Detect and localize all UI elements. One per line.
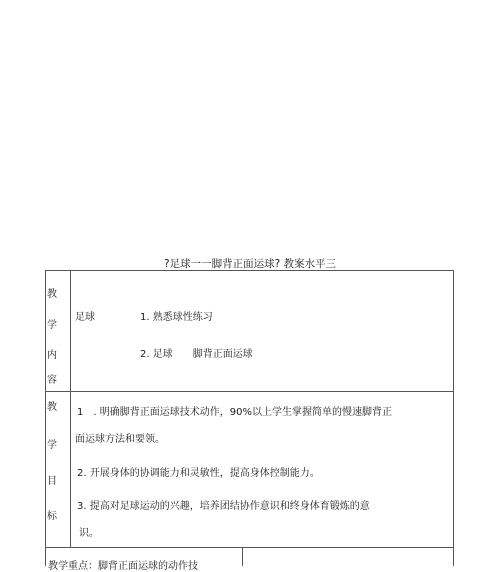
row-label-char: 教: [47, 402, 57, 413]
table-border-top: [45, 270, 454, 271]
table-border-right: [453, 270, 454, 566]
objective-line: 2. 开展身体的协调能力和灵敏性，提高身体控制能力。: [77, 468, 320, 479]
content-item: 2. 足球 脚背正面运球: [140, 349, 253, 360]
row-label-char: 目: [47, 476, 57, 487]
row-label-char: 标: [47, 511, 57, 522]
lesson-plan-title: ?足球一一脚背正面运球? 教案水平三: [164, 258, 336, 270]
key-points-cell: 教学重点：脚背正面运球的动作技: [48, 561, 198, 572]
objective-line: 1 . 明确脚背正面运球技术动作，90%以上学生掌握简单的慢速脚背正: [77, 407, 392, 418]
objective-line: 面运球方法和要领。: [75, 434, 165, 445]
table-border-left: [45, 270, 46, 566]
objective-line: 识。: [79, 528, 99, 539]
partial-cell-divider: [242, 547, 243, 566]
row-divider: [45, 391, 454, 392]
subject-text: 足球: [75, 312, 95, 323]
row-label-char: 学: [47, 320, 57, 331]
objective-line: 3. 提高对足球运动的兴趣，培养团结协作意识和终身体育锻炼的意: [77, 501, 370, 512]
row-label-char: 教: [47, 289, 57, 300]
row-label-char: 内: [47, 350, 57, 361]
row-divider: [45, 547, 454, 548]
content-item: 1. 熟悉球性练习: [140, 312, 213, 323]
label-column-divider: [70, 270, 71, 547]
row-label-char: 学: [47, 440, 57, 451]
row-label-char: 容: [47, 375, 57, 386]
